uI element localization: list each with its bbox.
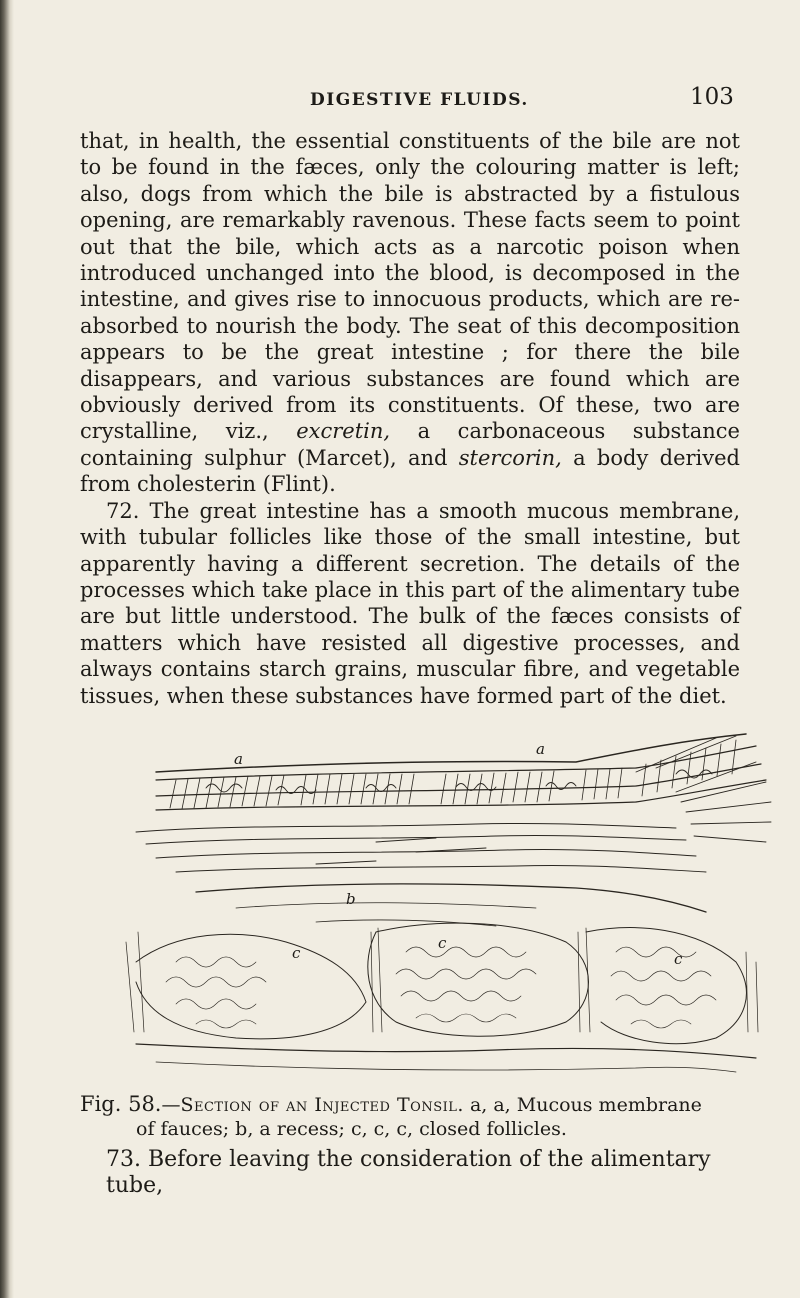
term-stercorin: stercorin, (458, 445, 562, 470)
figure-label-c-1: c (438, 934, 447, 952)
paragraph-bile: that, in health, the essential constituents of the bile are not to be found in the fæces, only the colouring matter is left; also, dogs from which the bile is abstracted by a fistulous opening, are remarkably ravenous. These facts seem to point out that the bile, which acts as a narcotic poison when introduced unchanged into the blood, is decomposed in the intestine, and gives rise to innocuous products, which are re-absorbed to nourish the body. The seat of this decomposition appears to be the great intestine ; for there the bile disappears, and various substances are found which are obviously derived from its constituents. Of these, two are crystalline, viz., excretin, a carbonaceous substance containing sulphur (Marcet), and stercorin, a body derived from cholesterin (Flint). (80, 129, 740, 497)
figure-title: Section of an Injected Tonsil. (180, 1094, 464, 1116)
caption-line-2: of fauces; b, a recess; c, c, c, closed follicles. (136, 1118, 567, 1140)
figure-label-a-left: a (234, 750, 243, 768)
running-title: DIGESTIVE FLUIDS. (310, 90, 529, 110)
figure-number: Fig. 58. (80, 1092, 162, 1116)
book-binding-edge (0, 0, 14, 1298)
figure-caption (80, 1092, 760, 1141)
figure-tonsil-section (116, 732, 776, 1084)
figure-label-b: b (346, 890, 356, 908)
caption-line-1: Fig. 58.—Section of an Injected Tonsil. a, a, Mucous membrane (80, 1092, 702, 1116)
figure-label-a-right: a (536, 740, 545, 758)
caption-legend-start: a, a, Mucous membrane (463, 1094, 702, 1116)
tonsil-section-engraving (116, 732, 776, 1084)
figure-label-c-3: c (674, 950, 683, 968)
page-number: 103 (690, 84, 734, 110)
page-header (0, 84, 800, 116)
paragraph-73-start: 73. Before leaving the consideration of the alimentary tube, (106, 1147, 711, 1198)
figure-label-c-2: c (292, 944, 301, 962)
paragraph-72: 72. The great intestine has a smooth mucous membrane, with tubular follicles like those of the small intestine, but apparently having a different secretion. The details of the processes which take place in this part of the alimentary tube are but little understood. The bulk of the fæces consists of matters which have resisted all digestive processes, and always contains starch grains, muscular fibre, and vegetable tissues, when these substances have formed part of the diet. (80, 498, 740, 708)
body-text (80, 128, 740, 709)
term-excretin: excretin, (296, 419, 391, 444)
